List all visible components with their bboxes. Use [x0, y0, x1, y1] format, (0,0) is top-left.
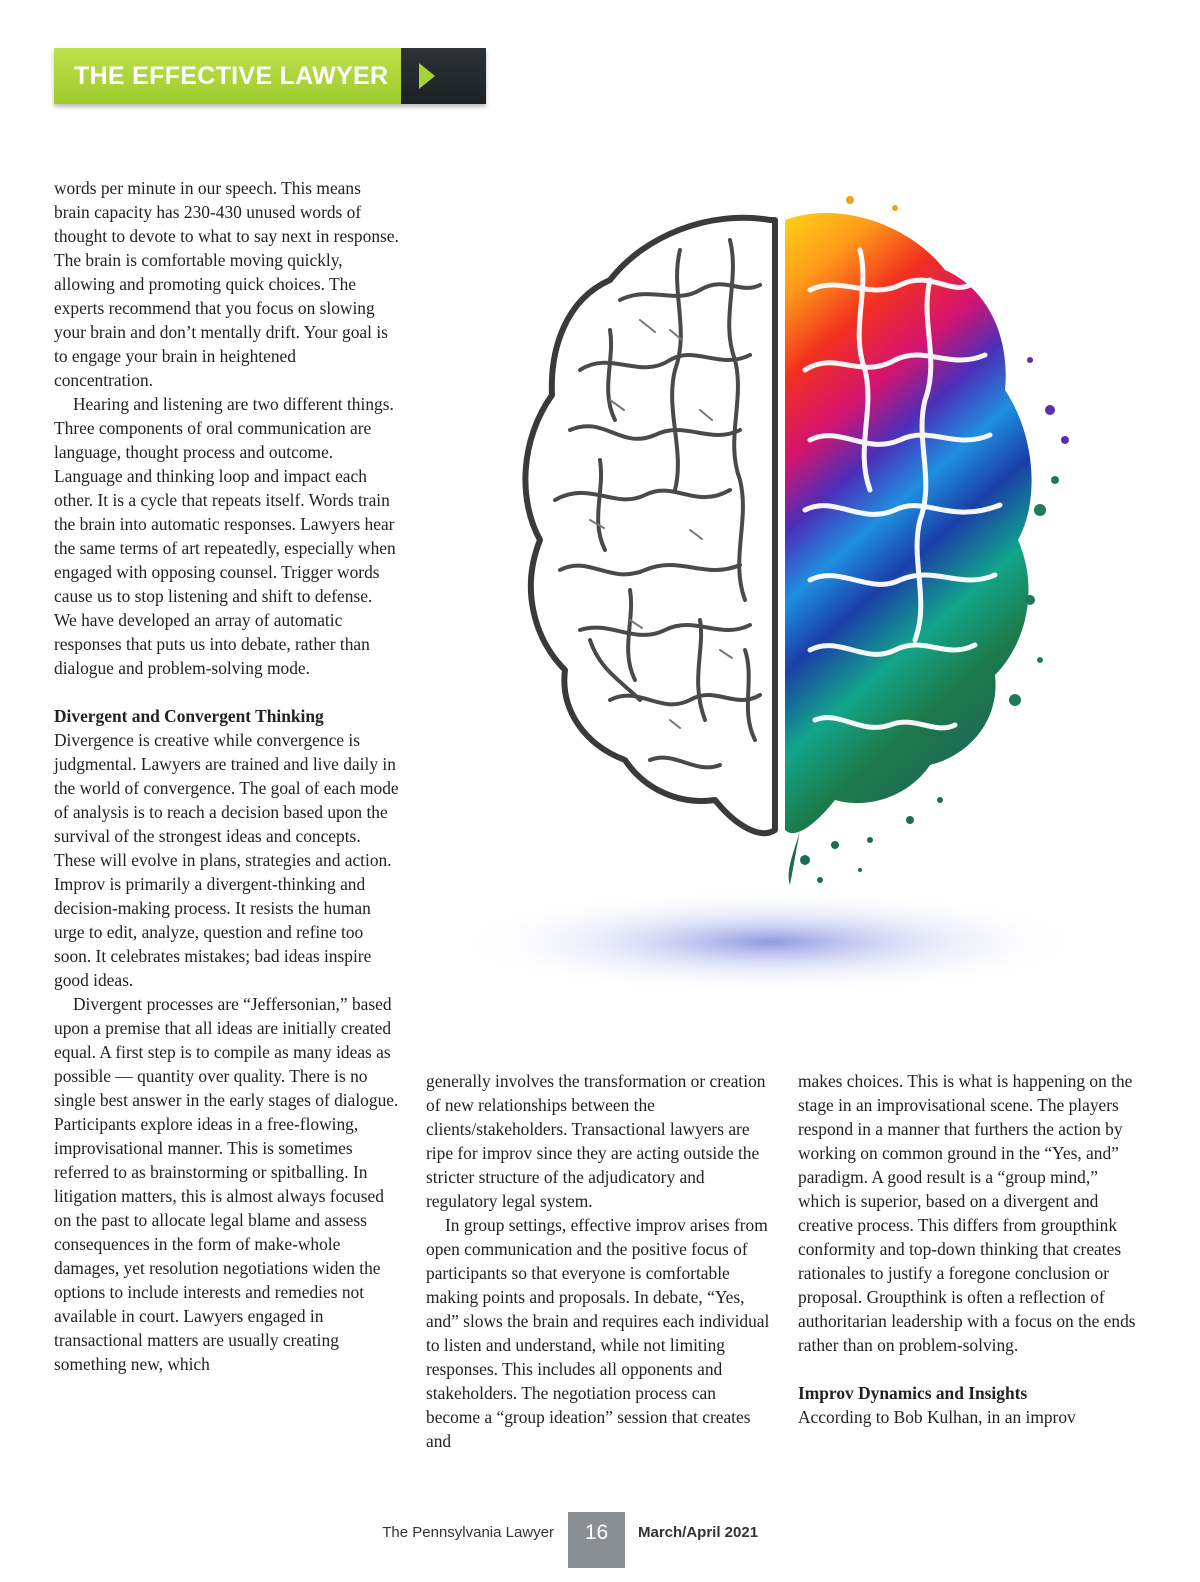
section-title: THE EFFECTIVE LAWYER: [74, 61, 389, 90]
section-banner: [54, 48, 486, 104]
page-footer: [0, 1512, 1200, 1568]
paragraph: Hearing and listening are two different things. Three components of oral communication are language, thought process and outcome. Language and thinking loop and impact each other. It is a cycle that repeats itself. Words train the brain into automatic responses. Lawyers hear the same terms of art repeatedly, especially when engaged with opposing counsel. Trigger words cause us to stop listening and shift to defense. We have developed an array of automatic responses that puts us into debate, rather than dialogue and problem-solving mode.: [54, 394, 396, 678]
section-banner-label-box: [54, 48, 401, 104]
paragraph: words per minute in our speech. This means brain capacity has 230-430 unused words of thought to devote to what to say next in response. The brain is comfortable moving quickly, allowing and promoting quick choices. The experts recommend that you focus on slowing your brain and don’t mentally drift. Your goal is to engage your brain in heightened concentration.: [54, 178, 399, 390]
article-column-3: [798, 1069, 1143, 1429]
paragraph: Divergence is creative while convergence is judgmental. Lawyers are trained and live daily in the world of convergence. The goal of each mode of analysis is to reach a decision based upon the survival of the strongest ideas and concepts. These will evolve in plans, strategies and action. Improv is primarily a divergent-thinking and decision-making process. It resists the human urge to edit, analyze, question and refine too soon. It celebrates mistakes; bad ideas inspire good ideas.: [54, 730, 399, 990]
brain-icon: [440, 180, 1140, 1000]
issue-date: March/April 2021: [638, 1524, 759, 1541]
paragraph: makes choices. This is what is happening on the stage in an improvisational scene. The players respond in a manner that furthers the action by working on common ground in the “Yes, and” paradigm. A good result is a “group mind,” which is superior, based on a divergent and creative process. This differs from groupthink conformity and top-down thinking that creates rationales to justify a foregone conclusion or proposal. Groupthink is often a reflection of authoritarian leadership with a focus on the ends rather than on problem-solving.: [798, 1071, 1136, 1355]
page-number: 16: [568, 1512, 625, 1568]
chevron-right-icon: [419, 63, 435, 89]
article-column-1: [54, 176, 399, 1376]
article-column-2: [426, 1069, 771, 1453]
publication-name: The Pennsylvania Lawyer: [382, 1524, 554, 1541]
section-banner-arrow-box: [401, 48, 486, 104]
section-heading: Divergent and Convergent Thinking: [54, 706, 324, 726]
paragraph: According to Bob Kulhan, in an improv: [798, 1407, 1076, 1427]
paragraph: Divergent processes are “Jeffersonian,” based upon a premise that all ideas are initially created equal. A first step is to compile as many ideas as possible — quantity over quality. There is no single best answer in the early stages of dialogue. Participants explore ideas in a free-flowing, improvisational manner. This is sometimes referred to as brainstorming or spitballing. In litigation matters, this is almost always focused on the past to allocate legal blame and assess consequences in the form of make-whole damages, yet resolution negotiations widen the options to include interests and remedies not available in court. Lawyers engaged in transactional matters are usually creating something new, which: [54, 994, 399, 1374]
paragraph: In group settings, effective improv arises from open communication and the positive focus of participants so that everyone is comfortable making points and proposals. In debate, “Yes, and” slows the brain and requires each individual to listen and understand, while not limiting responses. This includes all opponents and stakeholders. The negotiation process can become a “group ideation” session that creates and: [426, 1215, 770, 1451]
section-heading: Improv Dynamics and Insights: [798, 1383, 1028, 1403]
paragraph: generally involves the transformation or creation of new relationships between the clients/stakeholders. Transactional lawyers are ripe for improv since they are acting outside the stricter structure of the adjudicatory and regulatory legal system.: [426, 1071, 766, 1211]
